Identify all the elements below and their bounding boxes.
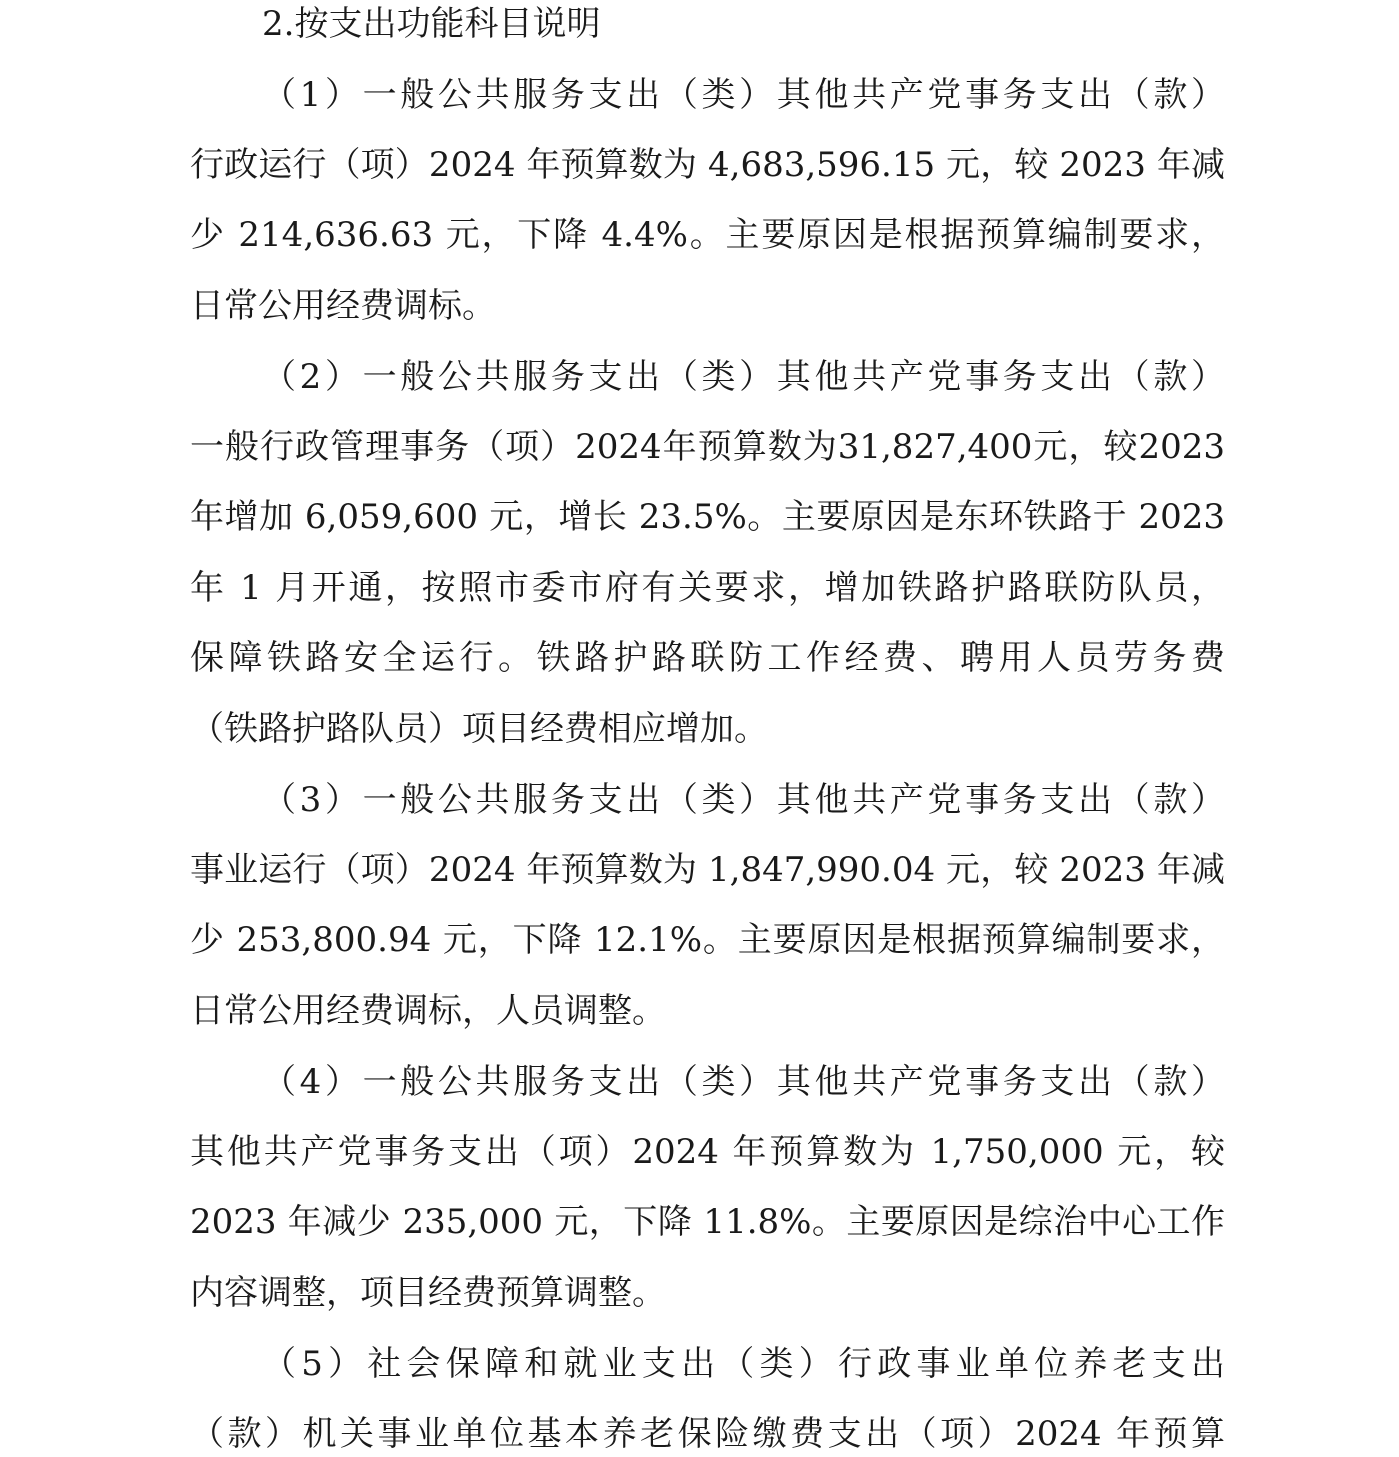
paragraph-3-line-4: 日常公用经费调标，人员调整。 (190, 991, 666, 1031)
paragraph-2-line-1: （2）一般公共服务支出（类）其他共产党事务支出（款） (262, 357, 1225, 397)
paragraph-2-line-5: 保障铁路安全运行。铁路护路联防工作经费、聘用人员劳务费 (190, 638, 1225, 678)
paragraph-2-line-6: （铁路护路队员）项目经费相应增加。 (190, 709, 768, 749)
paragraph-4-line-2: 其他共产党事务支出（项）2024 年预算数为 1,750,000 元，较 (190, 1132, 1225, 1172)
paragraph-4-line-1: （4）一般公共服务支出（类）其他共产党事务支出（款） (262, 1062, 1225, 1102)
paragraph-5-line-2: （款）机关事业单位基本养老保险缴费支出（项）2024 年预算 (190, 1414, 1225, 1454)
paragraph-1-line-2: 行政运行（项）2024 年预算数为 4,683,596.15 元，较 2023 年减 (190, 145, 1225, 185)
paragraph-2-line-2: 一般行政管理事务（项）2024年预算数为31,827,400元，较2023 (190, 427, 1225, 467)
paragraph-3-line-3: 少 253,800.94 元，下降 12.1%。主要原因是根据预算编制要求， (190, 920, 1225, 960)
paragraph-5-line-1: （5）社会保障和就业支出（类）行政事业单位养老支出 (262, 1344, 1225, 1384)
paragraph-2-line-4: 年 1 月开通，按照市委市府有关要求，增加铁路护路联防队员， (190, 568, 1225, 608)
paragraph-4-line-3: 2023 年减少 235,000 元，下降 11.8%。主要原因是综治中心工作 (190, 1202, 1225, 1242)
paragraph-1-line-4: 日常公用经费调标。 (190, 286, 496, 326)
paragraph-2-line-3: 年增加 6,059,600 元，增长 23.5%。主要原因是东环铁路于 2023 (190, 497, 1225, 537)
paragraph-1-line-1: （1）一般公共服务支出（类）其他共产党事务支出（款） (262, 75, 1225, 115)
section-heading: 2.按支出功能科目说明 (262, 4, 601, 44)
paragraph-4-line-4: 内容调整，项目经费预算调整。 (190, 1273, 666, 1313)
paragraph-1-line-3: 少 214,636.63 元，下降 4.4%。主要原因是根据预算编制要求， (190, 215, 1225, 255)
paragraph-3-line-1: （3）一般公共服务支出（类）其他共产党事务支出（款） (262, 780, 1225, 820)
paragraph-3-line-2: 事业运行（项）2024 年预算数为 1,847,990.04 元，较 2023 年减 (190, 850, 1225, 890)
